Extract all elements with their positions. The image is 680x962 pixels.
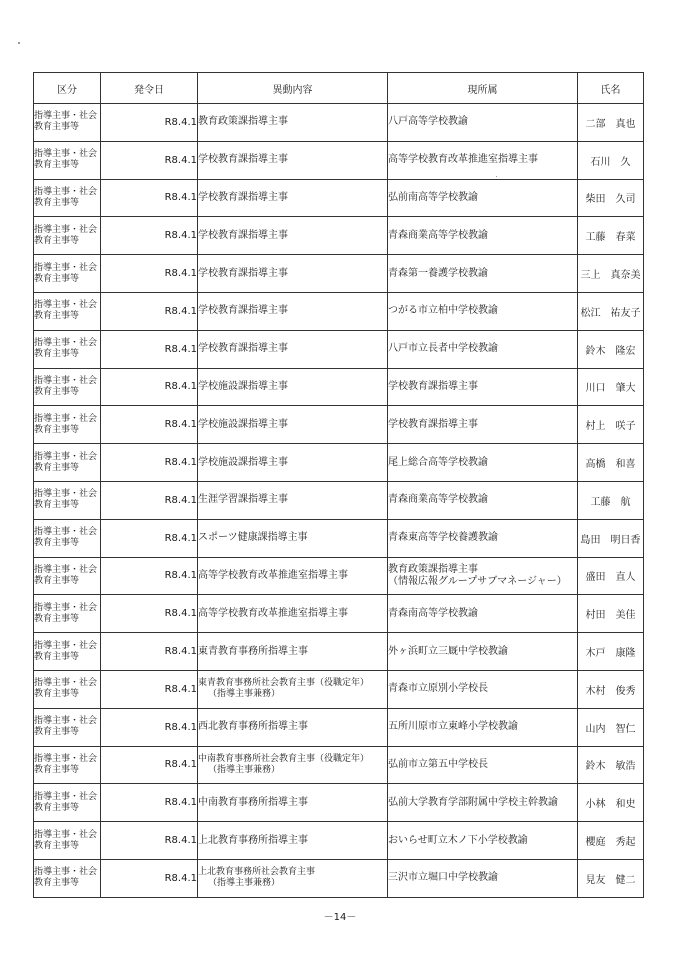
current-line: 三沢市立堀口中学校教諭 <box>388 872 498 884</box>
cell-current <box>388 557 578 595</box>
content-line: 上北教育事務所社会教育主事 <box>198 867 316 878</box>
cell-current <box>388 746 578 784</box>
table-row <box>34 822 644 860</box>
content-line-note: （指導主事兼務） <box>208 764 281 775</box>
content-line: 東青教育事務所社会教育主事（役職定年） <box>198 678 370 689</box>
cell-kubun: 指導主事・社会教育主事等 <box>34 481 101 519</box>
cell-name: 鈴木 敏浩 <box>578 746 644 784</box>
cell-name: 鈴木 隆宏 <box>578 330 644 368</box>
cell-current <box>388 406 578 444</box>
cell-kubun: 指導主事・社会教育主事等 <box>34 368 101 406</box>
table-row <box>34 406 644 444</box>
cell-name: 松江 祐友子 <box>578 292 644 330</box>
cell-name: 川口 肇大 <box>578 368 644 406</box>
cell-kubun: 指導主事・社会教育主事等 <box>34 708 101 746</box>
cell-kubun: 指導主事・社会教育主事等 <box>34 406 101 444</box>
content-line: 中南教育事務所指導主事 <box>198 796 308 808</box>
cell-content <box>198 670 388 708</box>
table-row <box>34 368 644 406</box>
current-line: おいらせ町立木ノ下小学校教諭 <box>388 834 528 846</box>
cell-content <box>198 292 388 330</box>
header-content: 異動内容 <box>198 73 388 104</box>
current-line: 教育政策課指導主事 <box>388 563 478 575</box>
content-line: 学校教育課指導主事 <box>198 229 288 241</box>
cell-content <box>198 595 388 633</box>
cell-name: 石川 久 <box>578 141 644 179</box>
cell-current <box>388 330 578 368</box>
cell-kubun: 指導主事・社会教育主事等 <box>34 557 101 595</box>
cell-current <box>388 141 578 179</box>
cell-date: R8.4.1 <box>101 557 198 595</box>
cell-current <box>388 292 578 330</box>
cell-content <box>198 444 388 482</box>
personnel-transfer-table <box>33 72 644 898</box>
content-line: 学校施設課指導主事 <box>198 456 288 468</box>
table-row <box>34 141 644 179</box>
cell-kubun: 指導主事・社会教育主事等 <box>34 255 101 293</box>
cell-kubun: 指導主事・社会教育主事等 <box>34 141 101 179</box>
cell-current <box>388 784 578 822</box>
cell-name: 見友 健二 <box>578 859 644 897</box>
header-date: 発令日 <box>101 73 198 104</box>
table-row <box>34 104 644 142</box>
cell-kubun: 指導主事・社会教育主事等 <box>34 519 101 557</box>
cell-date: R8.4.1 <box>101 368 198 406</box>
cell-kubun: 指導主事・社会教育主事等 <box>34 104 101 142</box>
current-line: 弘前市立第五中学校長 <box>388 758 488 770</box>
cell-date: R8.4.1 <box>101 330 198 368</box>
cell-kubun: 指導主事・社会教育主事等 <box>34 330 101 368</box>
cell-content <box>198 633 388 671</box>
current-line: 五所川原市立東峰小学校教諭 <box>388 721 518 733</box>
cell-kubun: 指導主事・社会教育主事等 <box>34 217 101 255</box>
cell-kubun: 指導主事・社会教育主事等 <box>34 859 101 897</box>
cell-kubun: 指導主事・社会教育主事等 <box>34 784 101 822</box>
cell-date: R8.4.1 <box>101 217 198 255</box>
cell-current <box>388 859 578 897</box>
cell-current <box>388 595 578 633</box>
content-line: 教育政策課指導主事 <box>198 116 288 128</box>
content-line: スポーツ健康課指導主事 <box>198 532 308 544</box>
content-line: 東青教育事務所指導主事 <box>198 645 308 657</box>
cell-date: R8.4.1 <box>101 633 198 671</box>
content-line: 生涯学習課指導主事 <box>198 494 288 506</box>
cell-date: R8.4.1 <box>101 670 198 708</box>
cell-name: 高橋 和喜 <box>578 444 644 482</box>
cell-content <box>198 746 388 784</box>
current-line: 青森南高等学校教諭 <box>388 607 478 619</box>
table-row <box>34 330 644 368</box>
table-row <box>34 708 644 746</box>
table-row <box>34 255 644 293</box>
current-line: 青森東高等学校養護教諭 <box>388 532 498 544</box>
cell-current <box>388 519 578 557</box>
cell-date: R8.4.1 <box>101 746 198 784</box>
current-line: 八戸市立長者中学校教諭 <box>388 343 498 355</box>
cell-current <box>388 217 578 255</box>
table-row <box>34 595 644 633</box>
current-line: 尾上総合高等学校教諭 <box>388 456 488 468</box>
cell-current <box>388 670 578 708</box>
content-line: 学校教育課指導主事 <box>198 267 288 279</box>
current-line: 青森第一養護学校教諭 <box>388 267 488 279</box>
content-line: 学校施設課指導主事 <box>198 418 288 430</box>
current-line: 学校教育課指導主事 <box>388 380 478 392</box>
header-name: 氏名 <box>578 73 644 104</box>
cell-name: 山内 智仁 <box>578 708 644 746</box>
current-line: 青森商業高等学校教諭 <box>388 229 488 241</box>
cell-content <box>198 481 388 519</box>
content-line: 高等学校教育改革推進室指導主事 <box>198 607 348 619</box>
page-number: －14－ <box>323 912 357 923</box>
current-line: 弘前南高等学校教諭 <box>388 191 478 203</box>
table-row <box>34 179 644 217</box>
cell-date: R8.4.1 <box>101 255 198 293</box>
cell-content <box>198 179 388 217</box>
current-line: 学校教育課指導主事 <box>388 418 478 430</box>
cell-current <box>388 179 578 217</box>
cell-name: 二部 真也 <box>578 104 644 142</box>
content-line: 中南教育事務所社会教育主事（役職定年） <box>198 753 370 764</box>
cell-kubun: 指導主事・社会教育主事等 <box>34 746 101 784</box>
scan-speck <box>18 42 20 44</box>
content-line-note: （指導主事兼務） <box>208 878 281 889</box>
content-line: 学校施設課指導主事 <box>198 380 288 392</box>
cell-date: R8.4.1 <box>101 859 198 897</box>
cell-date: R8.4.1 <box>101 292 198 330</box>
cell-kubun: 指導主事・社会教育主事等 <box>34 292 101 330</box>
table-row <box>34 481 644 519</box>
cell-date: R8.4.1 <box>101 406 198 444</box>
table-body <box>34 104 644 898</box>
table-row <box>34 633 644 671</box>
cell-kubun: 指導主事・社会教育主事等 <box>34 633 101 671</box>
cell-current <box>388 104 578 142</box>
table-header-row <box>34 73 644 104</box>
cell-name: 工藤 春菜 <box>578 217 644 255</box>
header-current: 現所属 <box>388 73 578 104</box>
cell-content <box>198 104 388 142</box>
table-row <box>34 859 644 897</box>
table-row <box>34 217 644 255</box>
content-line-note: （指導主事兼務） <box>208 689 281 700</box>
cell-date: R8.4.1 <box>101 481 198 519</box>
cell-current <box>388 822 578 860</box>
cell-content <box>198 255 388 293</box>
content-line: 学校教育課指導主事 <box>198 154 288 166</box>
cell-kubun: 指導主事・社会教育主事等 <box>34 444 101 482</box>
cell-current <box>388 633 578 671</box>
table-row <box>34 519 644 557</box>
cell-date: R8.4.1 <box>101 784 198 822</box>
current-line: 八戸高等学校教諭 <box>388 116 468 128</box>
table-row <box>34 292 644 330</box>
cell-name: 小林 和史 <box>578 784 644 822</box>
table-row <box>34 670 644 708</box>
table-row <box>34 557 644 595</box>
header-kubun: 区分 <box>34 73 101 104</box>
current-line-note: （情報広報グループサブマネージャー） <box>388 575 567 587</box>
cell-content <box>198 519 388 557</box>
cell-name: 櫻庭 秀起 <box>578 822 644 860</box>
cell-date: R8.4.1 <box>101 822 198 860</box>
cell-current <box>388 708 578 746</box>
cell-content <box>198 217 388 255</box>
cell-content <box>198 822 388 860</box>
cell-name: 盛田 直人 <box>578 557 644 595</box>
current-line: 外ヶ浜町立三厩中学校教諭 <box>388 645 508 657</box>
cell-content <box>198 406 388 444</box>
cell-date: R8.4.1 <box>101 519 198 557</box>
cell-current <box>388 255 578 293</box>
cell-content <box>198 784 388 822</box>
cell-date: R8.4.1 <box>101 708 198 746</box>
content-line: 学校教育課指導主事 <box>198 305 288 317</box>
cell-name: 島田 明日香 <box>578 519 644 557</box>
cell-current <box>388 368 578 406</box>
current-line: 弘前大学教育学部附属中学校主幹教諭 <box>388 796 558 808</box>
cell-date: R8.4.1 <box>101 179 198 217</box>
cell-name: 村田 美佳 <box>578 595 644 633</box>
content-line: 上北教育事務所指導主事 <box>198 834 308 846</box>
current-line: 高等学校教育改革推進室指導主事 <box>388 154 538 166</box>
cell-kubun: 指導主事・社会教育主事等 <box>34 595 101 633</box>
cell-name: 木戸 康隆 <box>578 633 644 671</box>
content-line: 西北教育事務所指導主事 <box>198 721 308 733</box>
cell-name: 柴田 久司 <box>578 179 644 217</box>
content-line: 学校教育課指導主事 <box>198 191 288 203</box>
cell-kubun: 指導主事・社会教育主事等 <box>34 179 101 217</box>
cell-kubun: 指導主事・社会教育主事等 <box>34 670 101 708</box>
cell-current <box>388 481 578 519</box>
cell-date: R8.4.1 <box>101 595 198 633</box>
cell-content <box>198 557 388 595</box>
cell-date: R8.4.1 <box>101 444 198 482</box>
cell-name: 木村 俊秀 <box>578 670 644 708</box>
cell-date: R8.4.1 <box>101 104 198 142</box>
current-line: 青森商業高等学校教諭 <box>388 494 488 506</box>
cell-content <box>198 330 388 368</box>
content-line: 高等学校教育改革推進室指導主事 <box>198 569 348 581</box>
table-row <box>34 784 644 822</box>
cell-content <box>198 708 388 746</box>
current-line: 青森市立原別小学校長 <box>388 683 488 695</box>
cell-kubun: 指導主事・社会教育主事等 <box>34 822 101 860</box>
current-line: つがる市立柏中学校教諭 <box>388 305 498 317</box>
cell-content <box>198 141 388 179</box>
table-row <box>34 444 644 482</box>
content-line: 学校教育課指導主事 <box>198 343 288 355</box>
cell-content <box>198 859 388 897</box>
cell-content <box>198 368 388 406</box>
cell-name: 三上 真奈美 <box>578 255 644 293</box>
cell-current <box>388 444 578 482</box>
cell-name: 村上 咲子 <box>578 406 644 444</box>
table-row <box>34 746 644 784</box>
cell-date: R8.4.1 <box>101 141 198 179</box>
cell-name: 工藤 航 <box>578 481 644 519</box>
